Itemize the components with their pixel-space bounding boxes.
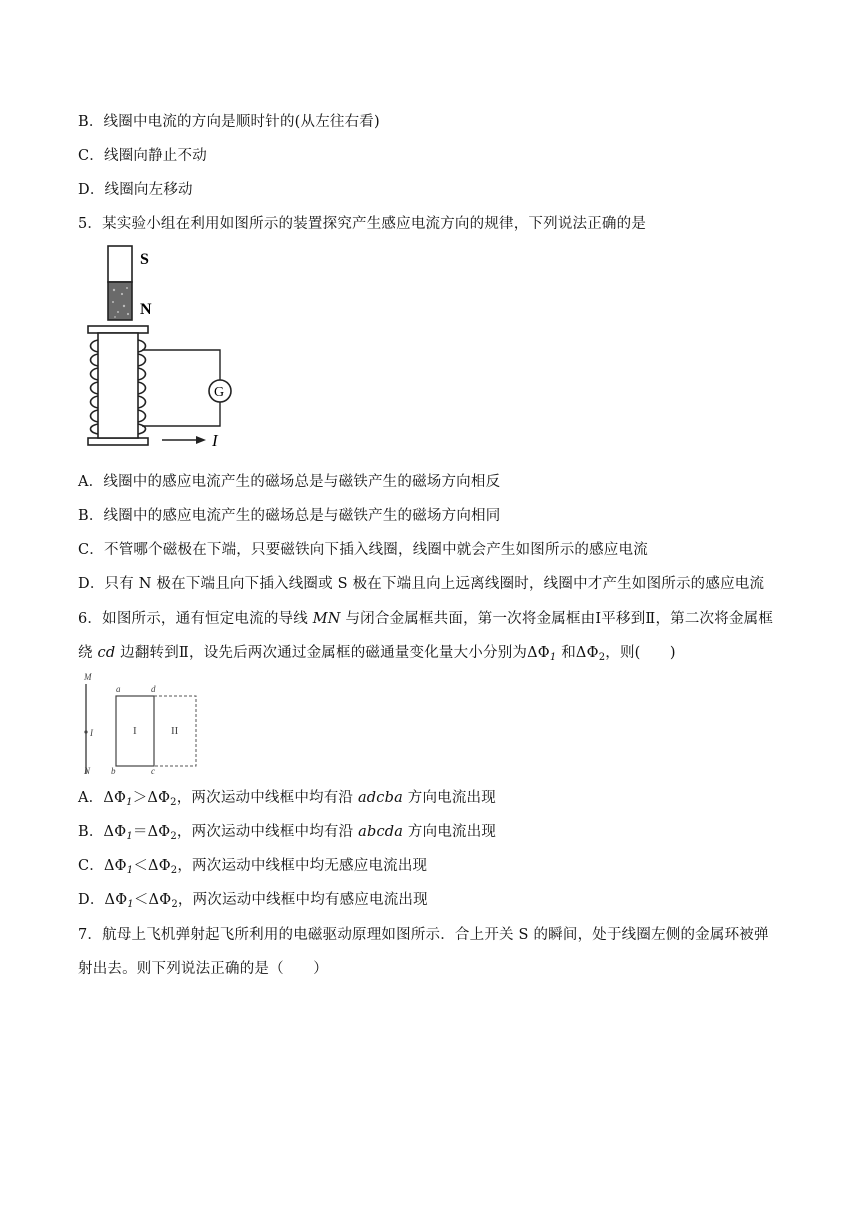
q5-stem: 5．某实验小组在利用如图所示的装置探究产生感应电流方向的规律，下列说法正确的是: [78, 216, 647, 232]
magnet-label-n: N: [140, 301, 152, 318]
corner-a: a: [116, 684, 121, 694]
q6-figure-wire-and-frame: [80, 670, 220, 780]
q6-stem-line1: 6．如图所示，通有恒定电流的导线 MN 与闭合金属框共面，第一次将金属框由Ⅰ平移到Ⅱ，第二次将金属框: [78, 611, 774, 627]
q7-stem-line1: 7．航母上飞机弹射起飞所利用的电磁驱动原理如图所示．合上开关 S 的瞬间，处于线圈左侧的金属环被弹: [78, 927, 769, 943]
q7-stem-line2: 射出去。则下列说法正确的是（ ）: [78, 961, 328, 977]
q5-option-a: A．线圈中的感应电流产生的磁场总是与磁铁产生的磁场方向相反: [78, 474, 501, 490]
wire-label-i: I: [90, 728, 93, 738]
corner-d: d: [151, 684, 156, 694]
magnet-s-pole: [108, 246, 132, 282]
magnet-label-s: S: [140, 251, 149, 268]
wire-label-m: M: [84, 672, 92, 682]
q6-option-d: D．$\Delta\Phi_1<\Delta\Phi_2$，两次运动中线框中均有感应电流出现: [78, 892, 428, 910]
q6-stem-line2: 绕 cd 边翻转到Ⅱ，设先后两次通过金属框的磁通量变化量大小分别为$\Delta\Phi_1$ 和$\Delta\Phi_2$，则( ): [78, 645, 676, 663]
q4-option-b: B．线圈中电流的方向是顺时针的(从左往右看): [78, 114, 380, 130]
q4-option-c: C．线圈向静止不动: [78, 148, 207, 164]
region-label-2: II: [171, 725, 179, 737]
q6-option-a: A．$\Delta\Phi_1>\Delta\Phi_2$，两次运动中线框中均有沿 adcba 方向电流出现: [78, 790, 496, 808]
corner-c: c: [151, 766, 155, 776]
wire-label-n: N: [84, 766, 91, 776]
galvanometer-label: G: [214, 385, 225, 400]
corner-b: b: [111, 766, 116, 776]
q5-option-c: C．不管哪个磁极在下端，只要磁铁向下插入线圈，线圈中就会产生如图所示的感应电流: [78, 542, 648, 558]
q5-option-d: D．只有 N 极在下端且向下插入线圈或 S 极在下端且向上远离线圈时，线圈中才产生如图所示的感应电流: [78, 576, 765, 592]
q4-option-d: D．线圈向左移动: [78, 182, 193, 198]
q5-figure-magnet-coil-galvanometer: [84, 244, 254, 454]
current-label-i: I: [212, 431, 218, 450]
region-label-1: I: [133, 725, 137, 737]
q6-option-c: C．$\Delta\Phi_1<\Delta\Phi_2$，两次运动中线框中均无感应电流出现: [78, 858, 428, 876]
q6-option-b: B．$\Delta\Phi_1=\Delta\Phi_2$，两次运动中线框中均有沿 abcda 方向电流出现: [78, 824, 497, 842]
q5-option-b: B．线圈中的感应电流产生的磁场总是与磁铁产生的磁场方向相同: [78, 508, 501, 524]
